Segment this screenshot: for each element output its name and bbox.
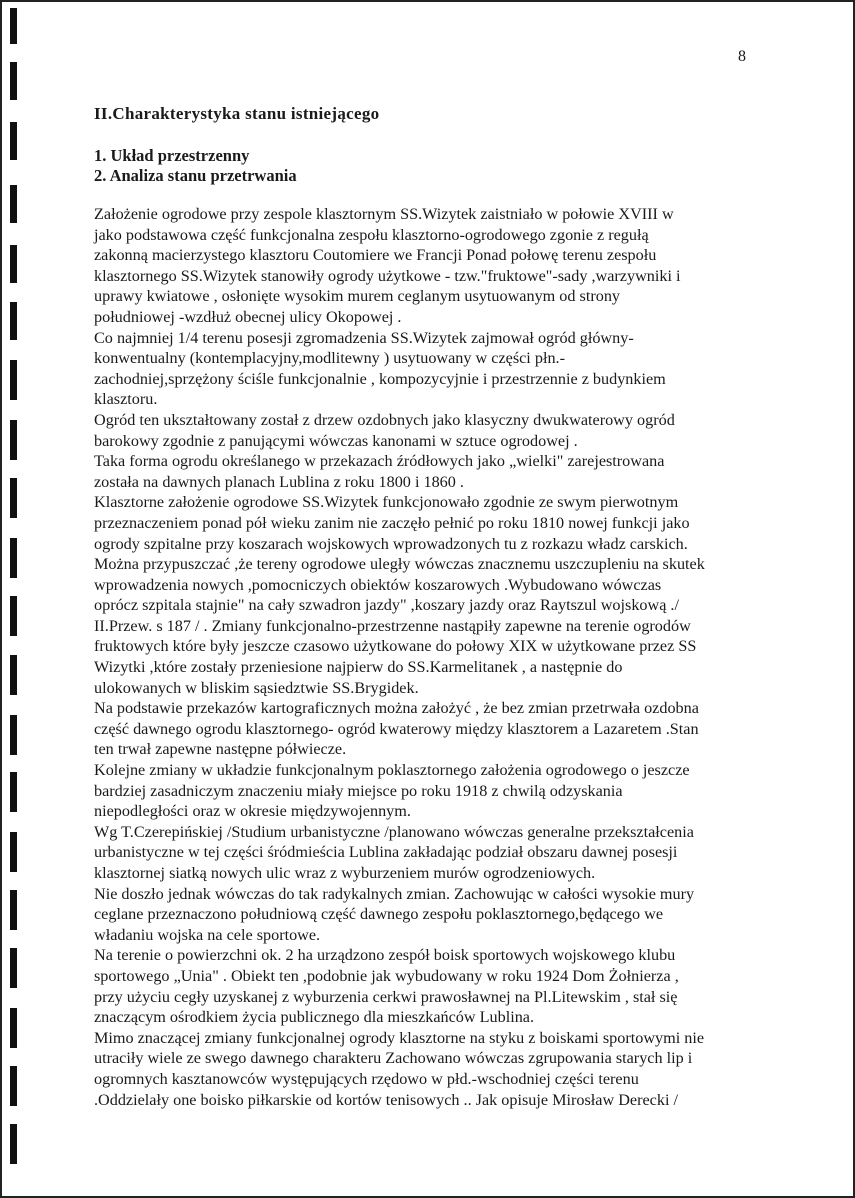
text-line: konwentualny (kontemplacyjny,modlitewny ) usytuowany w części płn.- — [94, 349, 565, 368]
binding-mark — [10, 772, 17, 812]
binding-mark — [10, 185, 17, 223]
text-line: Można przypuszczać ,że tereny ogrodowe uległy wówczas znacznemu uszczupleniu na skutek — [94, 555, 705, 574]
binding-mark — [10, 1008, 17, 1048]
text-line: Założenie ogrodowe przy zespole klasztornym SS.Wizytek zaistniało w połowie XVIII w — [94, 205, 674, 223]
text-line: Na podstawie przekazów kartograficznych można założyć , że bez zmian przetrwała ozdobna — [94, 699, 699, 718]
text-line: ogromnych kasztanowców występujących rzędowo w płd.-wschodniej części terenu — [94, 1069, 639, 1088]
text-line: Klasztorne założenie ogrodowe SS.Wizytek funkcjonowało zgodnie ze swym pierwotnym — [94, 493, 679, 512]
text-line: Mimo znaczącej zmiany funkcjonalnej ogrody klasztorne na styku z boiskami sportowymi nie — [94, 1028, 705, 1047]
binding-mark — [10, 890, 17, 930]
text-line: przy użyciu cegły uzyskanej z wyburzenia cerkwi prawosławnej na Pl.Litewskim , stał się — [94, 987, 678, 1006]
text-line: Co najmniej 1/4 terenu posesji zgromadzenia SS.Wizytek zajmował ogród główny- — [94, 328, 634, 347]
text-line: niepodległości oraz w okresie międzywojennym. — [94, 802, 411, 821]
text-line: klasztornej siatką nowych ulic wraz z wyburzeniem murów ogrodzeniowych. — [94, 864, 596, 882]
text-line: uprawy kwiatowe , osłonięte wysokim murem ceglanym usytuowanym od strony — [94, 287, 621, 306]
text-line: zakonną macierzystego klasztoru Coutomiere we Francji Ponad połowę terenu zespołu — [94, 246, 657, 265]
text-line: utraciły wiele ze swego dawnego charakteru Zachowano wówczas zgrupowania starych lip i — [94, 1049, 693, 1068]
binding-mark — [10, 245, 17, 283]
text-line: część dawnego ogrodu klasztornego- ogród kwaterowy między klasztorem a Lazaretem .Stan — [94, 719, 699, 738]
body-text — [94, 204, 814, 1110]
binding-mark — [10, 832, 17, 872]
text-line: Wg T.Czerepińskiej /Studium urbanistyczne /planowano wówczas generalne przekształcenia — [94, 822, 694, 841]
binding-mark — [10, 538, 17, 578]
binding-mark — [10, 1124, 17, 1164]
text-line: Ogród ten ukształtowany został z drzew ozdobnych jako klasyczny dwukwaterowy ogród — [94, 410, 675, 429]
text-line: ulokowanych w bliskim sąsiedztwie SS.Brygidek. — [94, 678, 419, 697]
text-line: Wizytki ,które zostały przeniesione najpierw do SS.Karmelitanek , a następnie do — [94, 658, 623, 677]
binding-mark — [10, 1066, 17, 1106]
binding-mark — [10, 478, 17, 518]
text-line: ceglane przeznaczono południową część dawnego zespołu poklasztornego,będącego we — [94, 905, 664, 924]
text-line: II.Przew. s 187 / . Zmiany funkcjonalno-przestrzenne nastąpiły zapewne na terenie ogrodów — [94, 616, 691, 635]
text-line: ogrody szpitalne przy koszarach wojskowych wprowadzonych tu z rozkazu władz carskich. — [94, 534, 688, 553]
text-line: znaczącym ośrodkiem życia publicznego dla mieszkańców Lublina. — [94, 1008, 535, 1027]
text-line: .Oddzielały one boisko piłkarskie od kortów tenisowych .. Jak opisuje Mirosław Derecki / — [94, 1090, 678, 1109]
text-line: urbanistyczne w tej części śródmieścia Lublina zakładając podział obszaru dawnej posesji — [94, 843, 678, 862]
text-line: fruktowych które były jeszcze czasowo użytkowane do połowy XIX w użytkowane przez SS — [94, 637, 697, 656]
binding-mark — [10, 62, 17, 100]
page-number: 8 — [738, 48, 746, 65]
text-line: Kolejne zmiany w układzie funkcjonalnym poklasztornego założenia ogrodowego o jeszcze — [94, 761, 690, 780]
binding-mark — [10, 715, 17, 755]
binding-mark — [10, 655, 17, 695]
binding-mark — [10, 420, 17, 460]
text-line: jako podstawowa część funkcjonalna zespołu klasztorno-ogrodowego zgonie z regułą — [94, 225, 649, 244]
text-line: Na terenie o powierzchni ok. 2 ha urządzono zespół boisk sportowych wojskowego klubu — [94, 946, 676, 965]
text-line: zachodniej,sprzężony ściśle funkcjonalnie , kompozycyjnie i przestrzennie z budynkiem — [94, 369, 666, 388]
text-line: południowej -wzdłuż obecnej ulicy Okopowej . — [94, 307, 402, 326]
text-line: klasztornego SS.Wizytek stanowiły ogrody użytkowe - tzw."fruktowe"-sady ,warzywniki i — [94, 266, 681, 285]
binding-mark — [10, 8, 17, 44]
binding-mark — [10, 122, 17, 160]
binding-mark — [10, 596, 17, 636]
text-line: przeznaczeniem ponad pół wieku zanim nie zaczęło pełnić po roku 1810 nowej funkcji jako — [94, 513, 690, 532]
text-line: wprowadzenia nowych ,pomocniczych obiektów koszarowych .Wybudowano wówczas — [94, 575, 662, 594]
text-line: barokowy zgodnie z panującymi wówczas kanonami w sztuce ogrodowej . — [94, 431, 578, 450]
text-line: bardziej zasadniczym znaczeniu miały miejsce po roku 1918 z chwilą odzyskania — [94, 781, 623, 800]
subheading-layout: 1. Układ przestrzenny — [94, 146, 250, 165]
binding-mark — [10, 302, 17, 340]
text-line: klasztoru. — [94, 390, 158, 409]
text-line: sportowego „Unia" . Obiekt ten ,podobnie jak wybudowany w roku 1924 Dom Żołnierza , — [94, 966, 679, 985]
binding-mark — [10, 360, 17, 400]
text-line: oprócz szpitala stajnie" na cały szwadron jazdy" ,koszary jazdy oraz Raytszul wojskową ./ — [94, 596, 679, 615]
subheading-analysis: 2. Analiza stanu przetrwania — [94, 166, 297, 185]
section-title: II.Charakterystyka stanu istniejącego — [94, 104, 380, 123]
binding-mark — [10, 948, 17, 988]
text-line: władaniu wojska na cele sportowe. — [94, 925, 321, 944]
text-line: została na dawnych planach Lublina z roku 1800 i 1860 . — [94, 472, 464, 491]
text-line: ten trwał zapewne następne półwiecze. — [94, 740, 347, 759]
text-line: Taka forma ogrodu określanego w przekazach źródłowych jako „wielki" zarejestrowana — [94, 452, 665, 471]
text-line: Nie doszło jednak wówczas do tak radykalnych zmian. Zachowując w całości wysokie mury — [94, 884, 695, 903]
